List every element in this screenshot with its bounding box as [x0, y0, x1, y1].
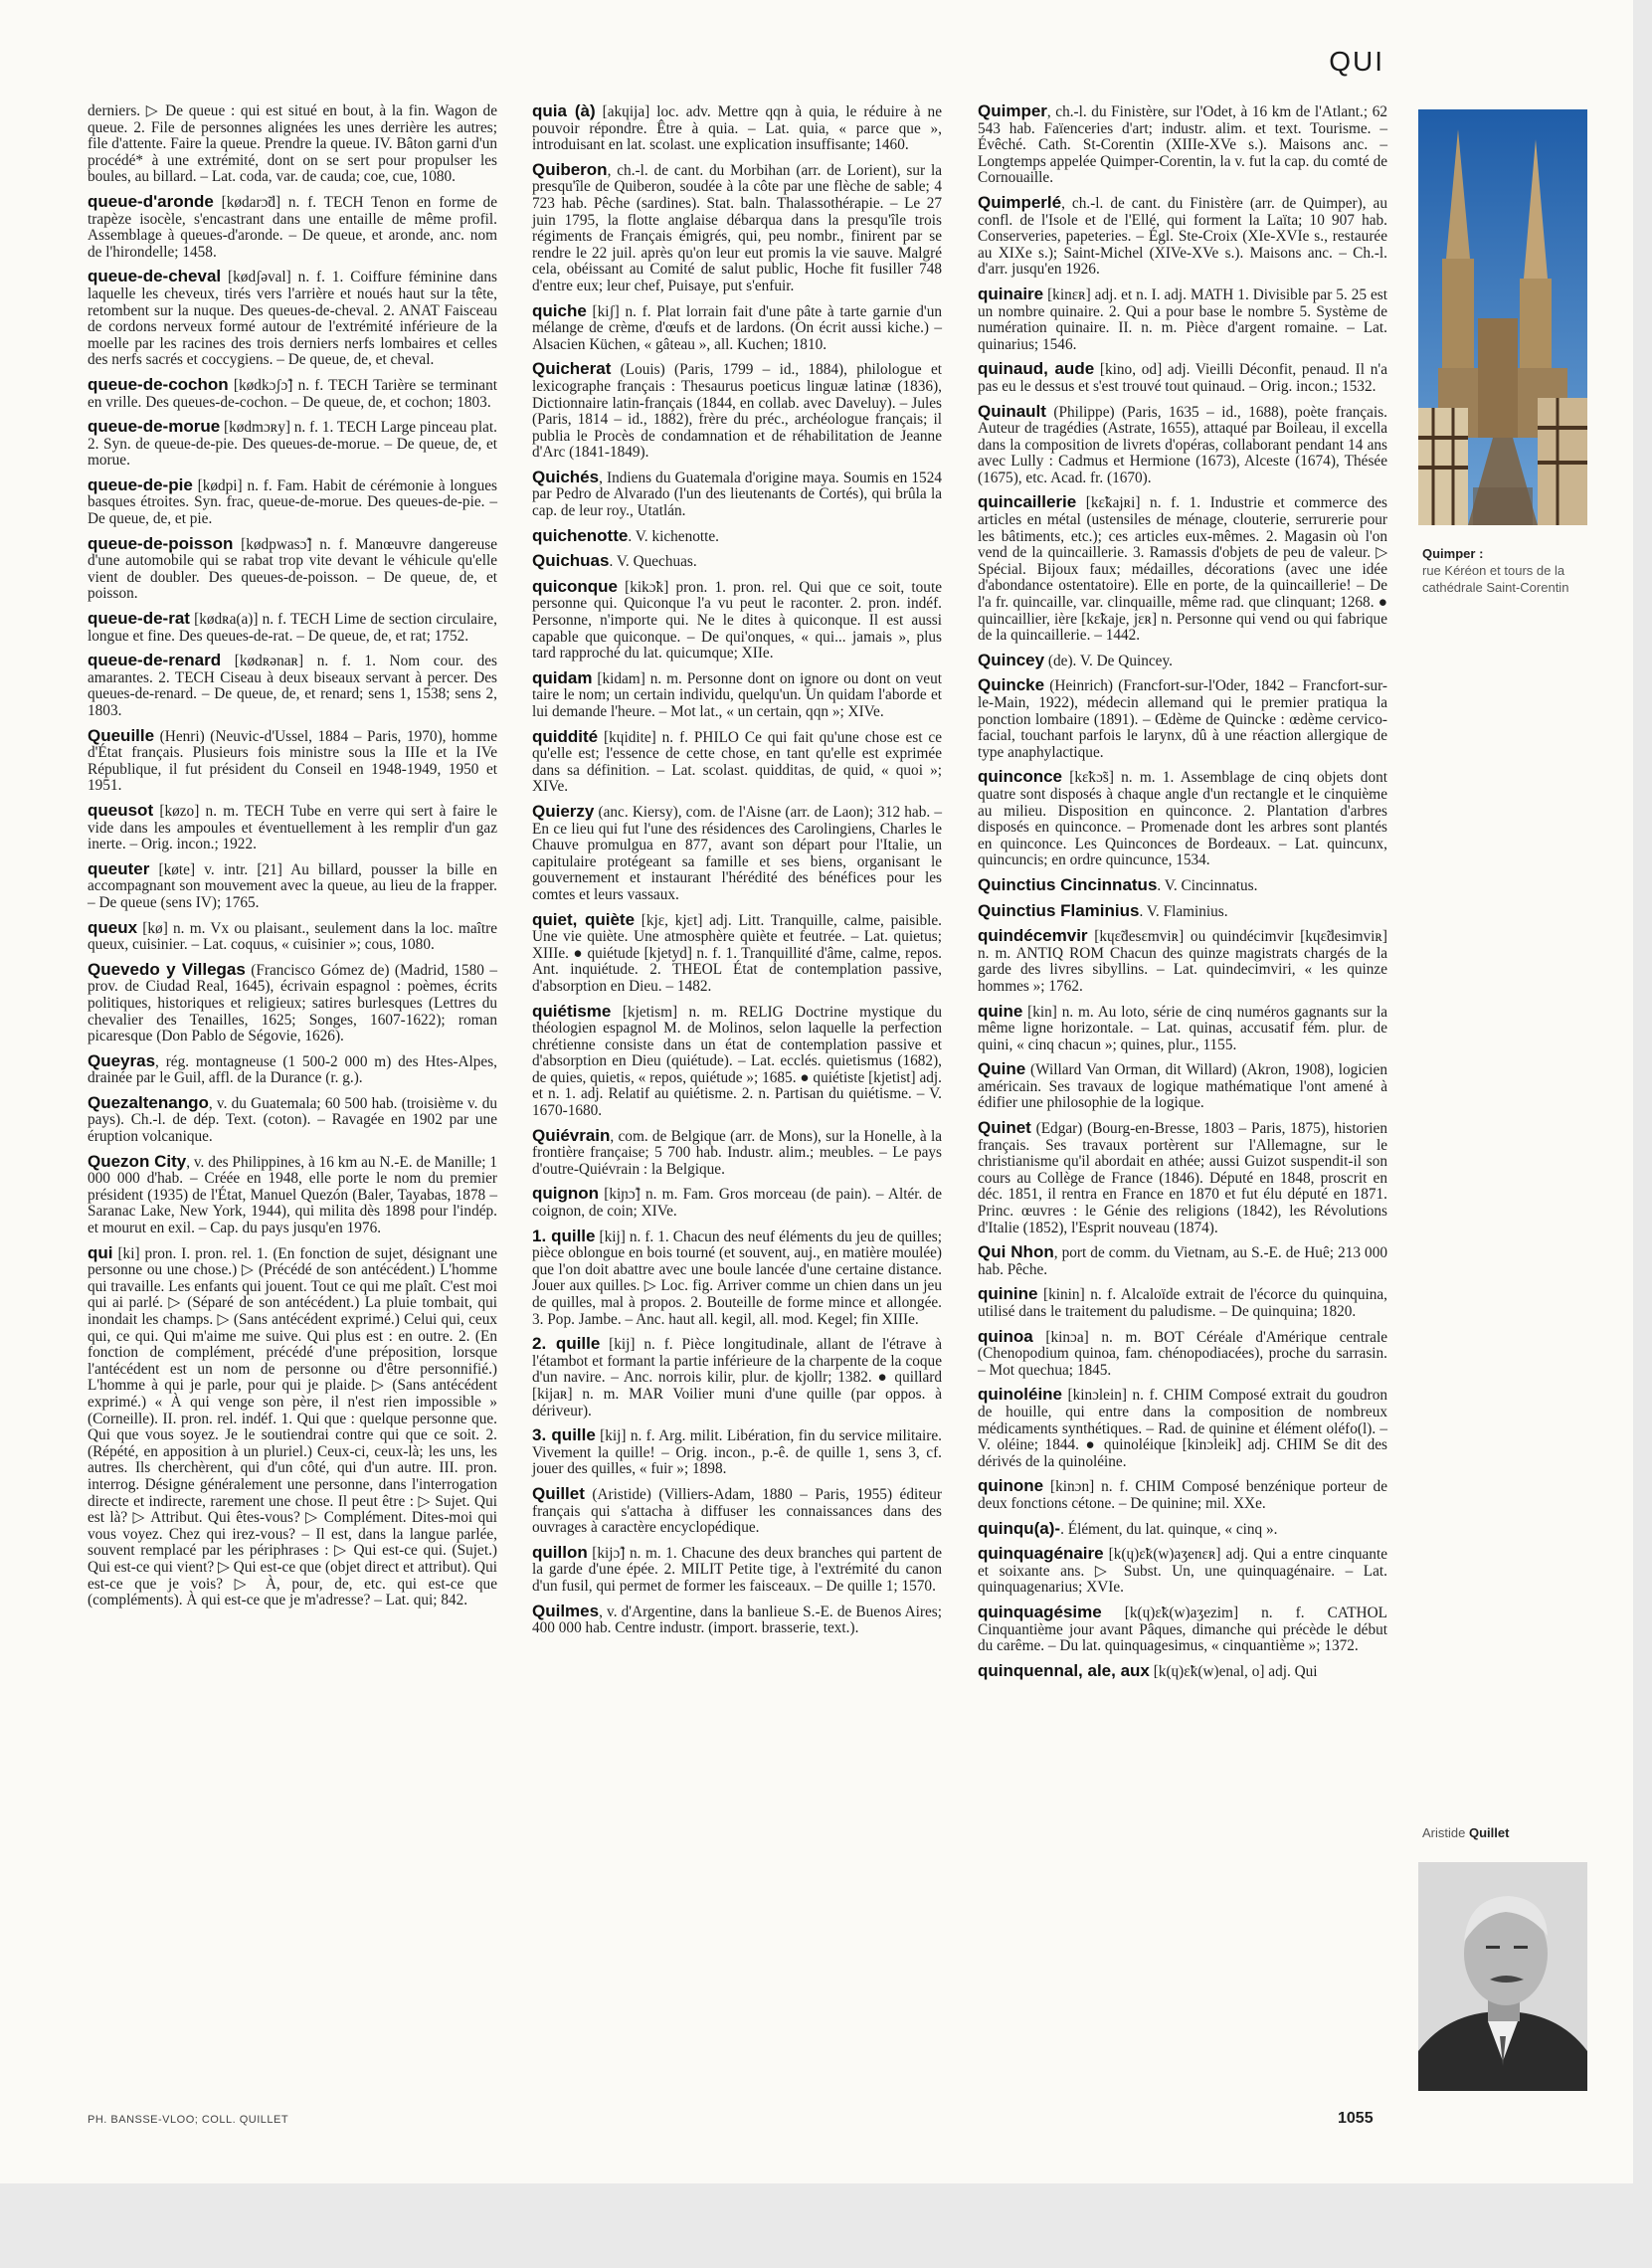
dictionary-entry [978, 1120, 1387, 1236]
entry-definition: [kijɔ̃] n. m. 1. Chacune des deux branches qui partent de la garde d'une épée. 2. MILIT Petite tige, à l'extrémité du canon d'un fusil, qui permet de former les faisceaux. – De quille 1; 1570. [532, 1544, 942, 1595]
dictionary-entry [978, 900, 1387, 921]
entry-definition: (Henri) (Neuvic-d'Ussel, 1884 – Paris, 1970), homme d'État français. Plusieurs fois ministre sous la IIIe et la IVe République, il fut président du Conseil en 1948-1949, 1950 et 1951. [88, 727, 497, 795]
dictionary-entry [88, 959, 497, 1045]
column-3 [978, 103, 1387, 1688]
entry-headword: quiddité [532, 726, 599, 746]
entry-definition: [kij] n. f. Arg. milit. Libération, fin du service militaire. Vivement la quille! – Orig. incon., p.-ê. de quille 1, sens 3, cf. jouer des quilles, « fuir »; 1898. [532, 1427, 942, 1478]
entry-headword: quinquagésime [978, 1602, 1102, 1621]
dictionary-entry [978, 1001, 1387, 1054]
dictionary-entry [88, 725, 497, 795]
entry-headword: qui [88, 1242, 113, 1262]
dictionary-entry [532, 300, 942, 354]
entry-definition: [kinɔn] n. f. CHIM Composé benzénique porteur de deux fonctions cétone. – De quinine; mil. XXe. [978, 1478, 1387, 1512]
entry-definition: . Élément, du lat. quinque, « cinq ». [1060, 1520, 1278, 1538]
entry-headword: Quinault [978, 401, 1046, 421]
quillet-portrait [1418, 1862, 1587, 2091]
entry-headword: quinaire [978, 284, 1044, 303]
dictionary-entry [978, 769, 1387, 869]
entry-headword: quidam [532, 667, 593, 687]
entry-headword: Quinctius Flaminius [978, 900, 1140, 920]
entry-headword: quichenotte [532, 525, 629, 545]
dictionary-entry [88, 533, 497, 603]
dictionary-entry [978, 1387, 1387, 1470]
entry-definition: (Louis) (Paris, 1799 – id., 1884), philologue et lexicographe français : Thesaurus poeticus linguæ latinæ (1836), Dictionnaire latin-français (1844, en collab. avec Daveluy). – Jules (Paris, 1814 – id., 1882), frère du préc., archéologue français; il publia le Procès de condamnation et de réhabilitation de Jeanne d'Arc (1841-1849). [532, 361, 942, 462]
quimper-cathedral-illustration [1418, 109, 1587, 525]
entry-definition: (Willard Van Orman, dit Willard) (Akron, 1908), logicien américain. Ses travaux de logique mathématique l'ont amené à édifier une philosophie de la logique. [978, 1061, 1387, 1112]
dictionary-entry [978, 401, 1387, 487]
entry-definition: , v. du Guatemala; 60 500 hab. (troisième v. du pays). Ch.-l. de dép. Text. (coton). – Ravagée en 1902 par une éruption volcanique. [88, 1094, 497, 1146]
entry-definition: (Edgar) (Bourg-en-Bresse, 1803 – Paris, 1875), historien français. Ses travaux portèrent sur l'Allemagne, sur le christianisme qu'il abordait en athée; aussi Guizot suspendit-il son cours au Collège de France (1846). Député en 1848, proscrit en déc. 1851, il rentra en France en 1870 et fut élu député en 1871. Princ. œuvres : le Génie des religions (1842), les Révolutions d'Italie (1852), l'Esprit nouveau (1874). [978, 1120, 1387, 1236]
entry-headword: 2. quille [532, 1334, 601, 1354]
dictionary-entry [978, 192, 1387, 279]
entry-definition: [kjɛ, kjɛt] adj. Litt. Tranquille, calme, paisible. Une vie quiète. Une atmosphère quiète et feutrée. – Lat. quietus; XIIIe. ● quiétude [kjetyd] n. f. 1. Tranquillité d'âme, calme, repos. Ant. inquiétude. 2. THEOL État de contemplation passive, d'absorption en Dieu. – 1482. [532, 911, 942, 995]
dictionary-entry [532, 361, 942, 462]
entry-definition: [kɛ̃kajʀi] n. f. 1. Industrie et commerce des articles en métal (ustensiles de ménage, clouterie, serrurerie pour les bâtiments, etc.); ces articles eux-mêmes. 2. Magasin où l'on vend de la quincaillerie. 3. Ramassis d'objets de peu de valeur. ▷ Spécial. Bijoux faux; médailles, décorations (avec une idée d'abondance ostentatoire). Elle en porte, de la quincaillerie! – De l'a fr. quincaille, var. clinquaille, même rad. que clinquant; 1268. ● quincaillier, ière [kɛ̃kaje, jɛʀ] n. Personne qui vend ou qui fabrique de la quincaillerie. – 1442. [978, 494, 1387, 645]
entry-headword: quinone [978, 1476, 1044, 1496]
dictionary-entry [978, 1602, 1387, 1655]
dictionary-entry [532, 667, 942, 721]
entry-definition: [kɥidite] n. f. PHILO Ce qui fait qu'une chose est ce qu'elle est; l'essence de cette chose, en tant qu'elle est exprimée dans sa définition. – Lat. scolast. quidditas, de quid, « quoi »; XIVe. [532, 728, 942, 796]
entry-definition: [kij] n. f. Pièce longitudinale, allant de l'étrave à l'étambot et formant la partie inférieure de la charpente de la coque d'un navire. – Anc. norrois kilir, plur. de kjollr; 1382. ● quillard [kijaʀ] n. m. MAR Voilier muni d'une quille (par oppos. à dériveur). [532, 1336, 942, 1419]
entry-headword: queue-de-renard [88, 651, 222, 670]
entry-headword: quiconque [532, 576, 618, 596]
entry-definition: [kidam] n. m. Personne dont on ignore ou dont on veut taire le nom; un certain individu, quelqu'un. Un quidam l'aborde et lui demande l'heure. – Mot lat., « un certain, qqn »; XIVe. [532, 669, 942, 720]
dictionary-entry [532, 1336, 942, 1419]
quillet-caption-name: Quillet [1468, 1825, 1510, 1840]
entry-headword: queue-de-rat [88, 609, 190, 629]
page-number: 1055 [1338, 2110, 1374, 2127]
entry-definition: [ki] pron. I. pron. rel. 1. (En fonction de sujet, désignant une personne ou une chose.) ▷ (Précédé de son antécédent.) L'homme qui travaille. Les enfants qui jouent. Tout ce qui me plaît. C'est moi qui ai parlé. ▷ (Séparé de son antécédent.) La pluie tombait, qui inondait les champs. ▷ (Sans antécédent exprimé.) Celui qui, ceux qui, ce qui. Qui m'aime me suive. Qui plus est : en outre. 2. (En fonction de complément, précédé d'une préposition, lorsque l'antécédent est un nom de personne ou d'être personnifié.) L'homme à qui je parle, pour qui je plaide. ▷ (Sans antécédent exprimé.) « À qui venge son père, il n'est rien impossible » (Corneille). II. pron. rel. indéf. 1. Qui que : quelque personne que. Qui que vous soyez. Je le soutiendrai contre qui que ce soit. 2. (Répété, en apposition à un pluriel.) Ceux-ci, ceux-là; les uns, les autres. Ils cherchèrent, qui d'un côté, qui d'un autre. III. pron. interrog. Désigne généralement une personne, dans l'interrogation directe et indirecte, rarement une chose. Il peut être : ▷ Sujet. Qui est là? ▷ Attribut. Qui êtes-vous? ▷ Complément. Dites-moi qui vous voyez. Chez qui irez-vous? – Il est, dans la langue parlée, souvent remplacé par les périphrases : ▷ Qui est-ce qui. (Sujet.) Qui est-ce qui vient? ▷ Qui est-ce que (objet direct et attribut). Qui est-ce que je vois? ▷ À, pour, de, etc. qui est-ce que (compléments). À qui est-ce que je m'adresse? – Lat. qui; 842. [88, 1244, 497, 1609]
entry-definition: , ch.-l. du Finistère, sur l'Odet, à 16 km de l'Atlant.; 62 543 hab. Faïenceries d'art; industr. alim. et text. Tourisme. – Évêché. Cath. St-Corentin (XIIIe-XVe s.). Maisons anc. – Longtemps appelée Quimper-Corentin, la v. fut la cap. du comté de Cornouaille. [978, 103, 1388, 187]
entry-headword: Quinctius Cincinnatus [978, 874, 1158, 894]
entry-headword: 3. quille [532, 1425, 596, 1445]
dictionary-entry [88, 474, 497, 528]
photo-credit: PH. BANSSE-VLOO; COLL. QUILLET [88, 2114, 289, 2126]
dictionary-entry [88, 103, 497, 186]
dictionary-entry [532, 553, 942, 571]
dictionary-entry [88, 653, 497, 719]
entry-definition: [kiɲɔ̃] n. m. Fam. Gros morceau (de pain). – Altér. de coignon, de coin; XIVe. [532, 1186, 942, 1221]
entry-definition: [kinɔa] n. m. BOT Céréale d'Amérique centrale (Chenopodium quinoa, fam. chénopodiacées), proche du sarrasin. – Mot quechua; 1845. [978, 1328, 1387, 1379]
dictionary-entry [978, 1286, 1387, 1320]
dictionary-entry [88, 374, 497, 411]
entry-definition: [kødʃəval] n. f. 1. Coiffure féminine dans laquelle les cheveux, tirés vers l'arrière et noués haut sur la tête, retombent sur la nuque. Des queues-de-cheval. 2. ANAT Faisceau de cordons nerveux formé autour de l'extrémité inférieure de la moelle par les racines des trois derniers nerfs lombaires et celles des nerfs sacrés et coccygiens. – De queue, de, et cheval. [88, 269, 497, 369]
entry-headword: queusot [88, 800, 154, 820]
dictionary-entry [532, 1001, 942, 1120]
dictionary-entry [88, 1092, 497, 1146]
entry-definition: , com. de Belgique (arr. de Mons), sur la Honelle, à la frontière française; 5 700 hab. Industr. alim.; meubles. – Le pays d'outre-Quiévrain : la Belgique. [532, 1127, 942, 1178]
entry-headword: quinquagénaire [978, 1544, 1104, 1564]
dictionary-entry [978, 874, 1387, 895]
entry-definition: , rég. montagneuse (1 500-2 000 m) des Htes-Alpes, drainée par le Guil, affl. de la Durance (r. g.). [88, 1052, 497, 1087]
entry-definition: [akɥija] loc. adv. Mettre qqn à quia, le réduire à ne pouvoir répondre. Être à quia. – Lat. quia, « parce que », introduisant en lat. scolast. une explication insuffisante; 1460. [532, 103, 942, 154]
dictionary-entry [532, 103, 942, 154]
entry-headword: queux [88, 917, 138, 937]
entry-definition: derniers. ▷ De queue : qui est situé en bout, à la fin. Wagon de queue. 2. File de personnes alignées les unes derrière les autres; file d'attente. Faire la queue. Prendre la queue. IV. Bâton garni d'un procédé* à une extrémité, dont on se sert pour propulser les boules, au billard. – Lat. coda, var. de cauda; coe, cue, 1080. [88, 102, 497, 186]
entry-headword: quia (à) [532, 101, 596, 120]
entry-headword: queue-de-morue [88, 417, 221, 437]
quimper-caption-text: rue Kéréon et tours de la cathédrale Saint-Corentin [1422, 563, 1569, 595]
entry-definition: [køte] v. intr. [21] Au billard, pousser la bille en accompagnant son mouvement avec la queue, au lieu de la frapper. – De queue (sens IV); 1765. [88, 860, 497, 911]
entry-headword: Quine [978, 1059, 1026, 1079]
entry-headword: quinquennal, ale, aux [978, 1660, 1150, 1680]
entry-headword: Quinet [978, 1118, 1031, 1138]
entry-headword: quinqu(a)- [978, 1518, 1061, 1538]
entry-headword: quinoléine [978, 1385, 1062, 1405]
entry-definition: [kødmɔʀy] n. f. 1. TECH Large pinceau plat. 2. Syn. de queue-de-pie. Des queues-de-morue. – De queue, de, et morue. [88, 419, 497, 470]
quillet-caption-prefix: Aristide [1422, 1825, 1469, 1840]
quimper-photo [1418, 109, 1587, 525]
dictionary-entry [532, 909, 942, 996]
entry-headword: Quevedo y Villegas [88, 959, 246, 979]
entry-headword: queue-de-cheval [88, 267, 222, 286]
entry-definition: , ch.-l. de cant. du Finistère (arr. de Quimper), au confl. de l'Isole et de l'Ellé, qui forment la Laïta; 10 907 hab. Conserveries, papeteries. – Égl. Ste-Croix (XIe-XVIe s., restaurée au XIXe s.); Saint-Michel (XIVe-XVe s.). Maisons anc. – Ch.-l. d'arr. jusqu'en 1926. [978, 194, 1387, 279]
entry-headword: Quincey [978, 650, 1045, 669]
dictionary-entry [978, 1546, 1387, 1597]
entry-definition: [kiʃ] n. f. Plat lorrain fait d'une pâte à tarte garnie d'un mélange de crème, d'œufs et de lardons. (On écrit aussi kiche.) – Alsacien Küchen, « gâteau », all. Kuchen; 1810. [532, 302, 942, 353]
entry-definition: [k(ɥ)ɛ̃k(w)aʒenɛʀ] adj. Qui a entre cinquante et soixante ans. ▷ Subst. Un, une quinquagénaire. – Lat. quinquagenarius; XVIe. [978, 1546, 1387, 1597]
dictionary-entry [532, 1125, 942, 1179]
dictionary-entry [978, 1478, 1387, 1512]
entry-definition: [kø] n. m. Vx ou plaisant., seulement dans la loc. maître queux, cuisinier. – Lat. coquus, « cuisinier »; cous, 1080. [88, 919, 497, 954]
entry-definition: [kikɔ̃k] pron. 1. pron. rel. Qui que ce soit, toute personne qui. Quiconque l'a vu peut le raconter. 2. pron. indéf. Personne, n'importe qui. Ne le dites à quiconque. Il est aussi capable que quiconque. – De qui'onques, « qui... jamais », plus tard rapproché du lat. quicumque; XIIe. [532, 578, 942, 662]
entry-definition: . V. Flaminius. [1139, 902, 1228, 920]
dictionary-entry [978, 650, 1387, 670]
entry-definition: [kɥɛ̃desɛmviʀ] ou quindécimvir [kɥɛ̃desimviʀ] n. m. ANTIQ ROM Chacun des quinze magistrats chargés de la garde des livres sibyllins. – Lat. quindecimviri, « les quinze hommes »; 1762. [978, 928, 1387, 995]
entry-headword: 1. quille [532, 1226, 596, 1245]
entry-headword: Quiévrain [532, 1125, 611, 1145]
entry-headword: Quimperlé [978, 192, 1062, 212]
entry-definition: [kødpwasɔ̃] n. f. Manœuvre dangereuse d'une automobile qui se rabat trop vite devant le véhicule qu'elle vient de doubler. Des queues-de-poisson. – De queue, de, et poisson. [88, 535, 497, 603]
entry-headword: queue-de-pie [88, 474, 193, 494]
running-head: QUI [1329, 46, 1384, 77]
entry-definition: [kødkɔʃɔ̃] n. f. TECH Tarière se terminant en vrille. Des queues-de-cochon. – De queue, de, et cochon; 1803. [88, 376, 497, 411]
dictionary-entry [88, 1242, 497, 1609]
entry-definition: [kin] n. m. Au loto, série de cinq numéros gagnants sur la même ligne horizontale. – Lat. quinas, accusatif fém. plur. de quini, « cinq chacun »; quines, plur., 1155. [978, 1003, 1387, 1053]
dictionary-entry [88, 800, 497, 853]
entry-definition: [kødarɔ̃d] n. f. TECH Tenon en forme de trapèze isocèle, s'encastrant dans une entaille de même profil. Assemblage à queues-d'aronde. – De queue, et aronde, anc. nom de l'hirondelle; 1458. [88, 193, 497, 261]
entry-headword: quindécemvir [978, 926, 1088, 946]
dictionary-entry [532, 1186, 942, 1220]
entry-headword: Quicherat [532, 359, 612, 379]
entry-definition: [kɛ̃kɔ̃s] n. m. 1. Assemblage de cinq objets dont quatre sont disposés à chaque angle d'un rectangle et le cinquième au milieu. Disposition en quinconce. 2. Plantation d'arbres disposés en quinconce. – Promenade dont les arbres sont plantés en quinconce. Les Quinconces de Bordeaux. – Lat. quincunx, quincuncis; en ordre quincunce, 1534. [978, 769, 1387, 869]
entry-headword: quiche [532, 300, 587, 320]
entry-definition: , Indiens du Guatemala d'origine maya. Soumis en 1524 par Pedro de Alvarado (l'un des lieutenants de Cortés), qui brûla la cap. de leur roy., Utatlán. [532, 469, 942, 520]
entry-definition: , v. des Philippines, à 16 km au N.-E. de Manille; 1 000 000 d'hab. – Créée en 1948, elle porte le nom du premier président (1935) de l'État, Manuel Quezón (Baler, Tayabas, 1878 – Saranac Lake, New York, 1944), qui milita dès 1898 pour l'indép. et mourut en exil. – Cap. du pays jusqu'en 1976. [88, 1153, 497, 1237]
entry-definition: (anc. Kiersy), com. de l'Aisne (arr. de Laon); 312 hab. – En ce lieu qui fut l'une des résidences des Carolingiens, Charles le Chauve promulgua en 877, avant son départ pour l'Italie, un capitulaire protégeant sa famille et ses biens, organisant le gouvernement et instaurant l'hérédité des bénéfices pour les comtes et leurs vassaux. [532, 803, 942, 903]
entry-headword: queue-de-poisson [88, 533, 234, 553]
entry-definition: (Aristide) (Villiers-Adam, 1880 – Paris, 1955) éditeur français qui s'attacha à diffuser les connaissances dans des ouvrages à caractère encyclopédique. [532, 1485, 942, 1537]
entry-headword: Quichuas [532, 551, 610, 571]
entry-headword: quine [978, 1001, 1023, 1021]
entry-headword: Quilmes [532, 1601, 600, 1620]
quimper-caption [1422, 545, 1586, 596]
dictionary-entry [88, 858, 497, 912]
dictionary-entry [532, 525, 942, 546]
entry-definition: (Philippe) (Paris, 1635 – id., 1688), poète français. Auteur de tragédies (Astrate, 1655), attaqué par Boileau, il excella dans la composition de livrets d'opéras, collaborant pendant 14 ans avec Lully : Cadmus et Hermione (1673), Alceste (1674), Thésée (1675), etc. Acad. fr. (1670). [978, 403, 1387, 486]
dictionary-entry [88, 917, 497, 954]
entry-headword: quinoa [978, 1326, 1033, 1346]
entry-headword: quinconce [978, 767, 1063, 787]
dictionary-entry [978, 361, 1387, 395]
dictionary-entry [88, 269, 497, 369]
quimper-caption-title: Quimper : [1422, 546, 1484, 561]
dictionary-entry [532, 801, 942, 904]
dictionary-entry [978, 1660, 1387, 1681]
entry-headword: Quezaltenango [88, 1092, 209, 1112]
entry-definition: (Francisco Gómez de) (Madrid, 1580 – prov. de Ciudad Real, 1645), écrivain espagnol : poèmes, écrits politiques, historiques et religieux; satires burlesques (Lettres du chevalier des Tenailles, 1625; Songes, 1607-1622); roman picaresque (Don Pablo de Ségovie, 1626). [88, 961, 497, 1045]
entry-headword: Quezon City [88, 1151, 187, 1171]
entry-definition: (Heinrich) (Francfort-sur-l'Oder, 1842 – Francfort-sur-le-Main, 1922), médecin allemand qui le premier pratiqua la ponction lombaire (1891). – Œdème de Quincke : œdème cervico-facial, touchant parfois le larynx, dû à une réaction allergique de type anaphylactique. [978, 677, 1387, 761]
portrait-illustration [1418, 1862, 1587, 2091]
dictionary-entry [532, 1542, 942, 1596]
dictionary-entry [88, 1050, 497, 1087]
entry-definition: , port de comm. du Vietnam, au S.-E. de Huê; 213 000 hab. Pêche. [978, 1244, 1387, 1278]
entry-definition: (de). V. De Quincey. [1044, 652, 1173, 669]
dictionary-entry [532, 467, 942, 520]
entry-headword: Quierzy [532, 801, 595, 821]
entry-headword: quincaillerie [978, 492, 1077, 512]
entry-definition: [kij] n. f. 1. Chacun des neuf éléments du jeu de quilles; pièce oblongue en bois tourné (et souvent, auj., en matière moulée) que l'on doit abattre avec une boule lancée d'une certaine distance. Jouer aux quilles. ▷ Loc. fig. Arriver comme un chien dans un jeu de quilles, mal à propos. 2. Bouteille de forme mince et allongée. 3. Pop. Jambe. – Anc. haut all. kegil, all. mod. Kegel; fin XIIIe. [532, 1228, 942, 1328]
entry-headword: Quiberon [532, 159, 608, 179]
entry-headword: Queyras [88, 1050, 156, 1070]
entry-definition: [kødʀa(a)] n. f. TECH Lime de section circulaire, longue et fine. Des queues-de-rat. – De queue, de, et rat; 1752. [88, 611, 497, 645]
dictionary-entry [978, 677, 1387, 761]
dictionary-entry [978, 494, 1387, 644]
entry-headword: quignon [532, 1184, 600, 1204]
dictionary-entry [978, 1326, 1387, 1380]
column-2 [532, 103, 942, 1645]
entry-headword: Quimper [978, 101, 1047, 120]
entry-definition: [kjetism] n. m. RELIG Doctrine mystique du théologien espagnol M. de Molinos, selon laquelle la perfection chrétienne consiste dans un état de contemplation passive et d'absorption en Dieu (quiétude). – Lat. ecclés. quietismus (1682), de quies, quietis, « repos, quiétude »; 1685. ● quiétiste [kjetist] adj. et n. 1. adj. Relatif au quiétisme. 2. n. Partisan du quiétisme. – V. 1670-1680. [532, 1003, 942, 1120]
dictionary-entry [532, 1483, 942, 1537]
entry-headword: Qui Nhon [978, 1242, 1054, 1262]
entry-definition: [k(ɥ)ɛ̃k(w)enal, o] adj. Qui [1149, 1662, 1318, 1680]
entry-headword: queuter [88, 858, 150, 878]
entry-definition: . V. Quechuas. [609, 553, 697, 571]
dictionary-entry [88, 611, 497, 645]
dictionary-entry [88, 191, 497, 261]
entry-headword: Queuille [88, 725, 155, 745]
dictionary-entry [532, 1601, 942, 1637]
entry-definition: . V. kichenotte. [628, 527, 719, 545]
entry-headword: Quillet [532, 1483, 585, 1503]
dictionary-entry [978, 928, 1387, 995]
entry-definition: [k(ɥ)ɛ̃k(w)aʒezim] n. f. CATHOL Cinquantième jour avant Pâques, dimanche qui précède le début du carême. – Du lat. quinquagesimus, « cinquantième »; 1372. [978, 1604, 1387, 1655]
dictionary-entry [978, 1518, 1387, 1539]
entry-definition: [køzo] n. m. TECH Tube en verre qui sert à faire le vide dans les ampoules et éventuellement à les remplir d'un gaz inerte. – Orig. incon.; 1922. [88, 802, 497, 853]
entry-definition: [kødpi] n. f. Fam. Habit de cérémonie à longues basques étroites. Syn. frac, queue-de-morue. Des queues-de-pie. – De queue, de, et pie. [88, 476, 497, 528]
dictionary-entry [532, 726, 942, 796]
entry-definition: , ch.-l. de cant. du Morbihan (arr. de Lorient), sur la presqu'île de Quiberon, soudée à la côte par une flèche de sable; 4 723 hab. Pêche (sardines). Stat. baln. Thalassothérapie. – Le 27 juin 1795, la flotte anglaise débarqua dans la presqu'île trois régiments de Français émigrés, qui, peu nombr., finirent par se rendre le 22 juil. après qu'on leur eut promis la vie sauve. Malgré cela, obéissant au Comité de salut public, Hoche fit fusiller 748 d'entre eux; leur chef, Puisaye, put s'enfuir. [532, 161, 942, 294]
entry-headword: quinine [978, 1284, 1038, 1304]
entry-headword: Quincke [978, 675, 1045, 695]
dictionary-entry [532, 159, 942, 295]
entry-definition: [kinɛʀ] adj. et n. I. adj. MATH 1. Divisible par 5. 25 est un nombre quinaire. 2. Qui a pour base le nombre 5. Système de numération quinaire. II. n. m. Pièce d'argent romaine. – Lat. quinarius; 1546. [978, 285, 1387, 353]
column-1 [88, 103, 497, 1617]
entry-definition: [kinɔlein] n. f. CHIM Composé extrait du goudron de houille, qui entre dans la composition de nombreux médicaments synthétiques. – Rad. de quinine et élément oléfo(l). – V. oléine; 1844. ● quinoléique [kinɔleik] adj. CHIM Se dit des dérivés de la quinoléine. [978, 1387, 1387, 1470]
dictionary-entry [88, 1151, 497, 1237]
entry-definition: [kino, od] adj. Vieilli Déconfit, penaud. Il n'a pas eu le dessus et s'est trouvé tout quinaud. – Orig. incon.; 1532. [978, 361, 1387, 395]
entry-headword: quillon [532, 1542, 588, 1562]
entry-definition: . V. Cincinnatus. [1157, 876, 1258, 894]
dictionary-entry [532, 576, 942, 662]
quillet-caption [1422, 1824, 1586, 1841]
entry-headword: queue-de-cochon [88, 374, 229, 394]
dictionary-entry [532, 1427, 942, 1478]
entry-headword: quiet, quiète [532, 909, 636, 929]
entry-headword: queue-d'aronde [88, 191, 214, 211]
entry-headword: quinaud, aude [978, 359, 1095, 379]
dictionary-entry [532, 1228, 942, 1329]
entry-definition: , v. d'Argentine, dans la banlieue S.-E. de Buenos Aires; 400 000 hab. Centre industr. (import. brasserie, text.). [532, 1603, 942, 1637]
dictionary-entry [978, 1244, 1387, 1278]
dictionary-entry [88, 419, 497, 470]
dictionary-entry [978, 1061, 1387, 1112]
entry-headword: Quichés [532, 467, 600, 486]
dictionary-entry [978, 286, 1387, 353]
entry-headword: quiétisme [532, 1001, 612, 1021]
entry-definition: [kinin] n. f. Alcaloïde extrait de l'écorce du quinquina, utilisé dans le traitement du paludisme. – De quinquina; 1820. [978, 1286, 1387, 1320]
entry-definition: [kødʀənaʀ] n. f. 1. Nom cour. des amarantes. 2. TECH Ciseau à deux biseaux servant à percer. Des queues-de-renard. – De queue, de, et renard; sens 1, 1538; sens 2, 1803. [88, 653, 497, 719]
dictionary-entry [978, 103, 1387, 187]
